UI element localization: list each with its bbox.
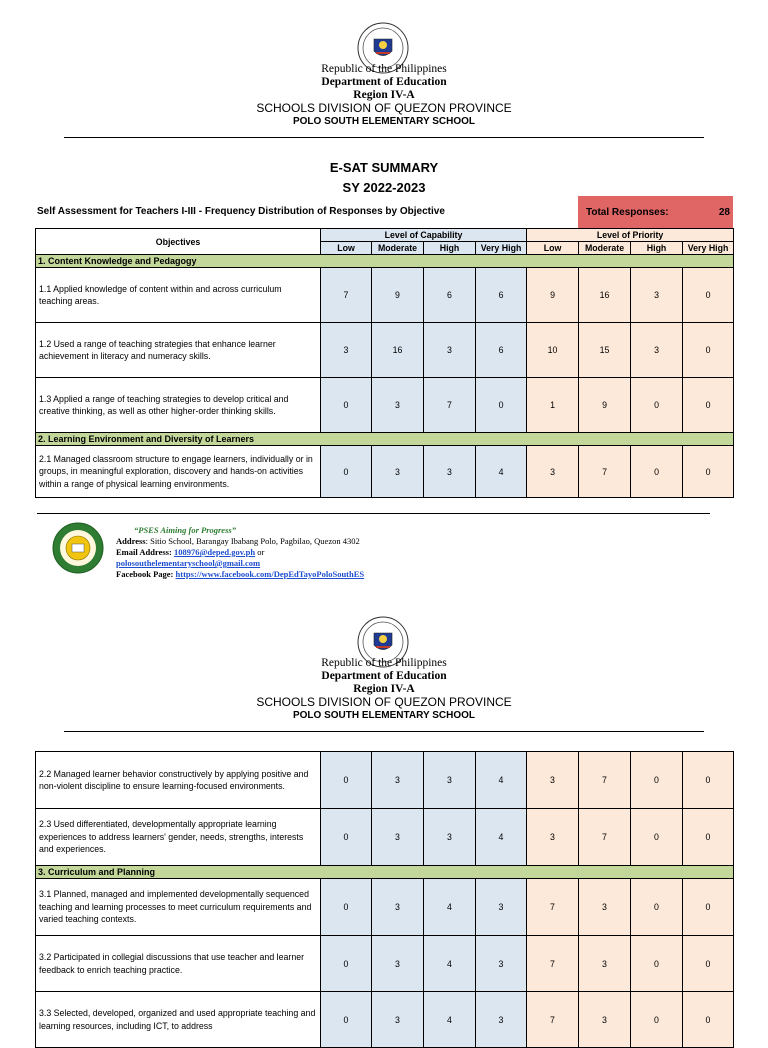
priority-very-high-cell: 0 <box>683 378 734 433</box>
republic-text: Republic of the Philippines <box>321 657 447 669</box>
capability-very-high-cell: 3 <box>476 992 527 1048</box>
priority-low-cell: 3 <box>527 446 579 498</box>
priority-very-high-cell: 0 <box>683 752 734 809</box>
priority-high-cell: 0 <box>631 809 683 866</box>
priority-moderate-cell: 9 <box>579 378 631 433</box>
school-logo <box>52 522 104 574</box>
capability-very-high-cell: 6 <box>476 323 527 378</box>
table-row <box>36 809 734 866</box>
level-high: High <box>631 242 683 255</box>
capability-moderate-cell: 3 <box>372 378 424 433</box>
capability-low-cell: 0 <box>321 378 372 433</box>
address-label: Address <box>116 536 146 546</box>
priority-very-high-cell: 0 <box>683 879 734 936</box>
department-text: Department of Education <box>321 670 447 682</box>
objective-text: 2.1 Managed classroom structure to engage learners, individually or in groups, in meaningful exploration, discovery and hands-on activities within a range of physical learning environments. <box>36 446 321 498</box>
capability-high-cell: 4 <box>424 992 476 1048</box>
table-row <box>36 268 734 323</box>
priority-moderate-cell: 3 <box>579 936 631 992</box>
capability-high-cell: 3 <box>424 446 476 498</box>
department-text: Department of Education <box>321 76 447 88</box>
objective-text: 3.2 Participated in collegial discussions that use teacher and learner feedback to enrich teaching practice. <box>36 936 321 992</box>
capability-moderate-cell: 3 <box>372 752 424 809</box>
level-high: High <box>424 242 476 255</box>
capability-low-cell: 0 <box>321 446 372 498</box>
priority-low-cell: 1 <box>527 378 579 433</box>
section-title: 2. Learning Environment and Diversity of Learners <box>36 433 734 446</box>
priority-header: Level of Priority <box>527 229 734 242</box>
republic-text: Republic of the Philippines <box>321 63 447 75</box>
capability-high-cell: 7 <box>424 378 476 433</box>
report-title: E-SAT SUMMARY <box>329 160 439 175</box>
priority-high-cell: 0 <box>631 992 683 1048</box>
objective-text: 3.3 Selected, developed, organized and used appropriate teaching and learning resources, including ICT, to address <box>36 992 321 1048</box>
priority-high-cell: 0 <box>631 446 683 498</box>
email-link-deped[interactable]: 108976@deped.gov.ph <box>173 547 256 557</box>
objective-text: 1.2 Used a range of teaching strategies that enhance learner achievement in literacy and numeracy skills. <box>36 323 321 378</box>
priority-very-high-cell: 0 <box>683 992 734 1048</box>
objective-text: 2.2 Managed learner behavior constructively by applying positive and non-violent discipline to ensure learning-focused environments. <box>36 752 321 809</box>
capability-very-high-cell: 4 <box>476 809 527 866</box>
priority-high-cell: 0 <box>631 879 683 936</box>
table-row <box>36 446 734 498</box>
capability-moderate-cell: 3 <box>372 992 424 1048</box>
priority-high-cell: 0 <box>631 752 683 809</box>
priority-very-high-cell: 0 <box>683 936 734 992</box>
objective-text: 3.1 Planned, managed and implemented developmentally sequenced teaching and learning processes to meet curriculum requirements and varied teaching contexts. <box>36 879 321 936</box>
priority-moderate-cell: 7 <box>579 752 631 809</box>
priority-very-high-cell: 0 <box>683 323 734 378</box>
priority-moderate-cell: 7 <box>579 809 631 866</box>
level-moderate: Moderate <box>579 242 631 255</box>
priority-low-cell: 7 <box>527 936 579 992</box>
level-low: Low <box>527 242 579 255</box>
level-moderate: Moderate <box>372 242 424 255</box>
division-text: SCHOOLS DIVISION OF QUEZON PROVINCE <box>256 695 512 709</box>
division-text: SCHOOLS DIVISION OF QUEZON PROVINCE <box>256 101 512 115</box>
priority-very-high-cell: 0 <box>683 809 734 866</box>
capability-high-cell: 3 <box>424 752 476 809</box>
page2-letterhead <box>0 657 768 722</box>
footer-contact: “PSES Aiming for Progress” Address: Sitio School, Barangay Ibabang Polo, Pagbilao, Quezon 4302 Email Address: 108976@deped.gov.ph or polosouthelementaryschool@gmail.com Facebook Page: https://www.facebook.com/DepEdTayoPoloSouthES <box>116 525 365 579</box>
capability-low-cell: 7 <box>321 268 372 323</box>
region-text: Region IV-A <box>353 89 415 101</box>
priority-high-cell: 0 <box>631 378 683 433</box>
objective-text: 2.3 Used differentiated, developmentally appropriate learning experiences to address learners' gender, needs, strengths, interests and experiences. <box>36 809 321 866</box>
capability-moderate-cell: 3 <box>372 446 424 498</box>
capability-moderate-cell: 3 <box>372 936 424 992</box>
level-low: Low <box>321 242 372 255</box>
header-divider <box>64 137 704 138</box>
priority-moderate-cell: 15 <box>579 323 631 378</box>
priority-low-cell: 10 <box>527 323 579 378</box>
objective-text: 1.1 Applied knowledge of content within and across curriculum teaching areas. <box>36 268 321 323</box>
table-row <box>36 378 734 433</box>
section-title: 1. Content Knowledge and Pedagogy <box>36 255 734 268</box>
capability-moderate-cell: 3 <box>372 879 424 936</box>
priority-very-high-cell: 0 <box>683 446 734 498</box>
capability-low-cell: 0 <box>321 936 372 992</box>
esat-table-page2 <box>35 751 734 1048</box>
priority-moderate-cell: 3 <box>579 879 631 936</box>
facebook-label: Facebook Page <box>116 569 171 579</box>
email-link-gmail[interactable]: polosouthelementaryschool@gmail.com <box>116 558 261 568</box>
capability-high-cell: 3 <box>424 323 476 378</box>
level-very-high: Very High <box>476 242 527 255</box>
esat-table-page1 <box>35 228 734 498</box>
section-row <box>36 433 734 446</box>
capability-high-cell: 4 <box>424 879 476 936</box>
total-responses-box <box>578 196 733 228</box>
report-subtitle: Self Assessment for Teachers I-III - Frequency Distribution of Responses by Objective <box>37 206 445 217</box>
page1-letterhead <box>0 63 768 128</box>
capability-moderate-cell: 3 <box>372 809 424 866</box>
objectives-header: Objectives <box>36 229 321 255</box>
capability-moderate-cell: 9 <box>372 268 424 323</box>
capability-low-cell: 0 <box>321 809 372 866</box>
priority-low-cell: 9 <box>527 268 579 323</box>
table-row <box>36 752 734 809</box>
objective-text: 1.3 Applied a range of teaching strategies to develop critical and creative thinking, as well as other higher-order thinking skills. <box>36 378 321 433</box>
priority-moderate-cell: 3 <box>579 992 631 1048</box>
capability-low-cell: 0 <box>321 752 372 809</box>
capability-header: Level of Capability <box>321 229 527 242</box>
section-title: 3. Curriculum and Planning <box>36 866 734 879</box>
priority-low-cell: 3 <box>527 809 579 866</box>
capability-very-high-cell: 4 <box>476 446 527 498</box>
school-text: POLO SOUTH ELEMENTARY SCHOOL <box>292 116 476 127</box>
priority-low-cell: 7 <box>527 879 579 936</box>
total-responses-label: Total Responses: <box>586 207 669 218</box>
footer-divider <box>37 513 710 514</box>
priority-low-cell: 3 <box>527 752 579 809</box>
level-very-high: Very High <box>683 242 734 255</box>
address-text: : Sitio School, Barangay Ibabang Polo, Pagbilao, Quezon 4302 <box>145 536 360 546</box>
email-label: Email Address <box>116 547 169 557</box>
header-divider <box>64 731 704 732</box>
capability-low-cell: 0 <box>321 879 372 936</box>
table-row <box>36 992 734 1048</box>
school-motto: “PSES Aiming for Progress” <box>134 525 236 535</box>
capability-high-cell: 4 <box>424 936 476 992</box>
priority-high-cell: 0 <box>631 936 683 992</box>
priority-high-cell: 3 <box>631 268 683 323</box>
total-responses-value: 28 <box>718 207 730 218</box>
report-year: SY 2022-2023 <box>342 180 426 195</box>
section-row <box>36 866 734 879</box>
priority-very-high-cell: 0 <box>683 268 734 323</box>
section-row <box>36 255 734 268</box>
capability-high-cell: 3 <box>424 809 476 866</box>
capability-very-high-cell: 3 <box>476 936 527 992</box>
capability-low-cell: 3 <box>321 323 372 378</box>
capability-very-high-cell: 4 <box>476 752 527 809</box>
table-row <box>36 879 734 936</box>
capability-very-high-cell: 0 <box>476 378 527 433</box>
capability-low-cell: 0 <box>321 992 372 1048</box>
table-row <box>36 323 734 378</box>
priority-moderate-cell: 7 <box>579 446 631 498</box>
table-row <box>36 936 734 992</box>
email-or: or <box>255 547 265 557</box>
priority-high-cell: 3 <box>631 323 683 378</box>
capability-moderate-cell: 16 <box>372 323 424 378</box>
capability-very-high-cell: 3 <box>476 879 527 936</box>
school-text: POLO SOUTH ELEMENTARY SCHOOL <box>292 710 476 721</box>
priority-moderate-cell: 16 <box>579 268 631 323</box>
capability-very-high-cell: 6 <box>476 268 527 323</box>
facebook-link[interactable]: https://www.facebook.com/DepEdTayoPoloSouthES <box>175 569 365 579</box>
priority-low-cell: 7 <box>527 992 579 1048</box>
capability-high-cell: 6 <box>424 268 476 323</box>
region-text: Region IV-A <box>353 683 415 695</box>
